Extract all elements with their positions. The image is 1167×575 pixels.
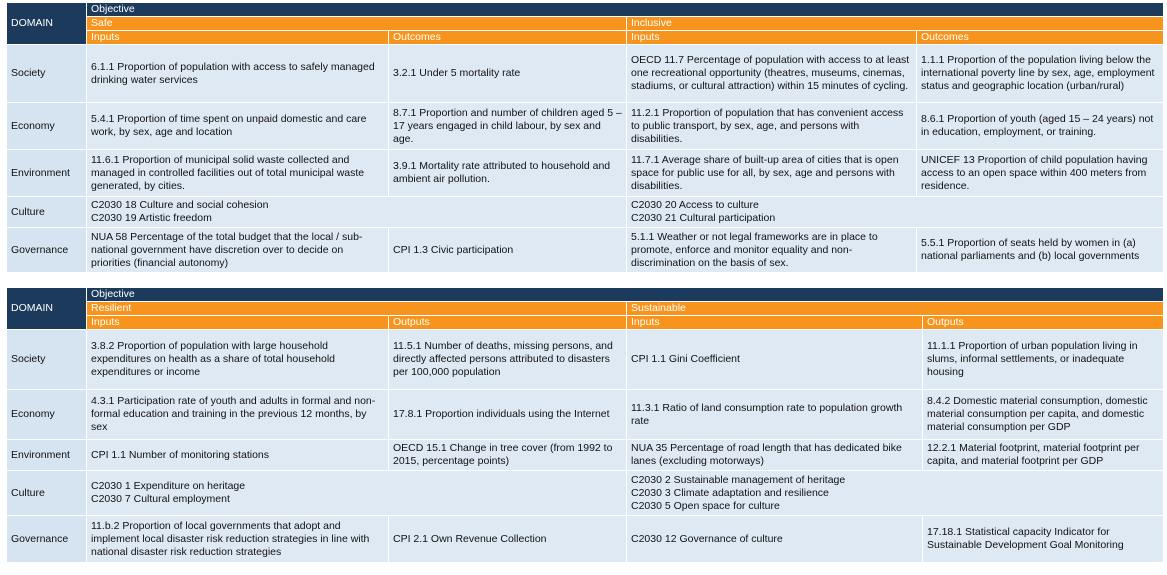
category-inclusive: Inclusive — [627, 17, 1164, 31]
table-row — [7, 390, 1164, 440]
subheader-outcomes: Outcomes — [917, 31, 1164, 45]
indicator-line: C2030 21 Cultural participation — [631, 212, 776, 224]
indicator-cell — [627, 471, 1164, 516]
subheader-outcomes: Outcomes — [389, 31, 627, 45]
indicator-line: C2030 7 Cultural employment — [91, 493, 230, 505]
subheader-inputs: Inputs — [87, 31, 389, 45]
indicator-line: C2030 2 Sustainable management of heritage — [631, 473, 846, 486]
domain-label: Culture — [7, 471, 87, 516]
domain-label: Governance — [7, 516, 87, 563]
table-row — [7, 440, 1164, 471]
table-row — [7, 471, 1164, 516]
indicator-cell: 3.9.1 Mortality rate attributed to household and ambient air pollution. — [389, 150, 627, 197]
indicator-cell: 5.5.1 Proportion of seats held by women in (a) national parliaments and (b) local governments — [917, 228, 1164, 273]
indicator-cell: C2030 12 Governance of culture — [627, 516, 923, 563]
indicator-cell: 11.1.1 Proportion of urban population living in slums, informal settlements, or inadequate housing — [923, 330, 1164, 390]
indicator-line: C2030 20 Access to culture — [631, 199, 759, 211]
indicator-cell: 1.1.1 Proportion of the population living below the international poverty line by sex, age, employment status and geographic location (urban/rural) — [917, 45, 1164, 103]
indicator-line: C2030 19 Artistic freedom — [91, 212, 212, 224]
indicator-line: C2030 5 Open space for culture — [631, 499, 780, 512]
indicator-cell — [87, 471, 627, 516]
indicator-cell: 17.18.1 Statistical capacity Indicator for Sustainable Development Goal Monitoring — [923, 516, 1164, 563]
indicator-cell: 8.7.1 Proportion and number of children aged 5 – 17 years engaged in child labour, by sex and age. — [389, 103, 627, 150]
indicator-cell: OECD 11.7 Percentage of population with access to at least one recreational opportunity (theatres, museums, cinemas, stadiums, or cultural attraction) within 15 minutes of cycling. — [627, 45, 917, 103]
domain-label: Environment — [7, 440, 87, 471]
indicator-cell — [87, 197, 627, 228]
indicator-cell: 11.6.1 Proportion of municipal solid waste collected and managed in controlled facilities out of total municipal waste generated, by cities. — [87, 150, 389, 197]
indicator-cell: 8.6.1 Proportion of youth (aged 15 – 24 years) not in education, employment, or training. — [917, 103, 1164, 150]
category-safe: Safe — [87, 17, 627, 31]
indicator-cell: 5.1.1 Weather or not legal frameworks are in place to promote, enforce and monitor equality and non-discrimination on the basis of sex. — [627, 228, 917, 273]
table-row — [7, 516, 1164, 563]
objective-table-safe-inclusive — [6, 2, 1164, 273]
domain-label: Culture — [7, 197, 87, 228]
table-row — [7, 330, 1164, 390]
subheader-outputs: Outputs — [923, 316, 1164, 330]
subheader-inputs: Inputs — [627, 316, 923, 330]
domain-label: Governance — [7, 228, 87, 273]
objective-header: Objective — [87, 288, 1164, 302]
indicator-cell: NUA 58 Percentage of the total budget that the local / sub-national government have discretion over to decide on priorities (financial autonomy) — [87, 228, 389, 273]
indicator-cell: 11.3.1 Ratio of land consumption rate to population growth rate — [627, 390, 923, 440]
indicator-cell: 11.b.2 Proportion of local governments that adopt and implement local disaster risk reduction strategies in line with national disaster risk reduction strategies — [87, 516, 389, 563]
domain-label: Environment — [7, 150, 87, 197]
indicator-cell: NUA 35 Percentage of road length that has dedicated bike lanes (excluding motorways) — [627, 440, 923, 471]
objective-header: Objective — [87, 3, 1164, 17]
indicator-cell: 11.7.1 Average share of built-up area of cities that is open space for public use for all, by sex, age and persons with disabilities. — [627, 150, 917, 197]
indicator-cell: 11.2.1 Proportion of population that has convenient access to public transport, by sex, age, and persons with disabilities. — [627, 103, 917, 150]
indicator-cell: 8.4.2 Domestic material consumption, domestic material consumption per capita, and domestic material consumption per GDP — [923, 390, 1164, 440]
category-resilient: Resilient — [87, 302, 627, 316]
indicator-cell: CPI 1.1 Gini Coefficient — [627, 330, 923, 390]
table-row — [7, 45, 1164, 103]
domain-header: DOMAIN — [7, 3, 87, 45]
table-row — [7, 228, 1164, 273]
category-sustainable: Sustainable — [627, 302, 1164, 316]
indicator-cell: UNICEF 13 Proportion of child population having access to an open space within 400 meters from residence. — [917, 150, 1164, 197]
indicator-cell: 5.4.1 Proportion of time spent on unpaid domestic and care work, by sex, age and location — [87, 103, 389, 150]
indicator-cell: 12.2.1 Material footprint, material footprint per capita, and material footprint per GDP — [923, 440, 1164, 471]
subheader-inputs: Inputs — [627, 31, 917, 45]
indicator-cell — [627, 197, 1164, 228]
indicator-cell: CPI 2.1 Own Revenue Collection — [389, 516, 627, 563]
domain-header: DOMAIN — [7, 288, 87, 330]
indicator-line: C2030 1 Expenditure on heritage — [91, 480, 246, 492]
indicator-line: C2030 3 Climate adaptation and resilience — [631, 486, 829, 499]
indicator-cell: OECD 15.1 Change in tree cover (from 1992 to 2015, percentage points) — [389, 440, 627, 471]
subheader-outputs: Outputs — [389, 316, 627, 330]
indicator-cell: 6.1.1 Proportion of population with access to safely managed drinking water services — [87, 45, 389, 103]
domain-label: Society — [7, 330, 87, 390]
table-row — [7, 150, 1164, 197]
table-row — [7, 103, 1164, 150]
objective-table-resilient-sustainable — [6, 287, 1164, 563]
indicator-cell: 3.2.1 Under 5 mortality rate — [389, 45, 627, 103]
indicator-cell: 3.8.2 Proportion of population with large household expenditures on health as a share of total household expenditures or income — [87, 330, 389, 390]
domain-label: Society — [7, 45, 87, 103]
indicator-cell: CPI 1.1 Number of monitoring stations — [87, 440, 389, 471]
table-row — [7, 197, 1164, 228]
indicator-cell: CPI 1.3 Civic participation — [389, 228, 627, 273]
indicator-cell: 11.5.1 Number of deaths, missing persons, and directly affected persons attributed to disasters per 100,000 population — [389, 330, 627, 390]
domain-label: Economy — [7, 103, 87, 150]
domain-label: Economy — [7, 390, 87, 440]
indicator-cell: 4.3.1 Participation rate of youth and adults in formal and non-formal education and training in the previous 12 months, by sex — [87, 390, 389, 440]
subheader-inputs: Inputs — [87, 316, 389, 330]
indicator-line: C2030 18 Culture and social cohesion — [91, 199, 269, 211]
indicator-cell: 17.8.1 Proportion individuals using the Internet — [389, 390, 627, 440]
